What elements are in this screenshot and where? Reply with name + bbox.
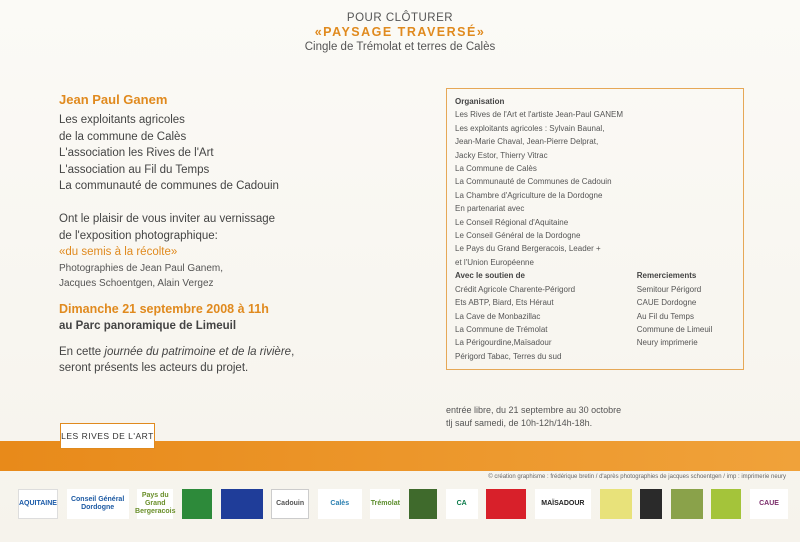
organisation-line: La Communauté de Communes de Cadouin	[455, 177, 612, 187]
limeuil-logo	[409, 489, 437, 519]
organisation-line: Jean-Marie Chaval, Jean-Pierre Delprat,	[455, 137, 599, 147]
organisation-title: Organisation	[455, 97, 505, 106]
eu-flag-logo	[221, 489, 263, 519]
organisation-line: et l'Union Européenne	[455, 257, 534, 267]
organisation-line: La Commune de Calès	[455, 164, 537, 174]
event-date: Dimanche 21 septembre 2008 à 11h	[59, 301, 269, 316]
pays-bergeracois-logo: Pays du Grand Bergeracois	[137, 489, 173, 519]
caue-logo: CAUE	[750, 489, 788, 519]
note-line: seront présents les acteurs du projet.	[59, 362, 249, 375]
cadouin-logo: Cadouin	[271, 489, 309, 519]
thanks-column	[637, 269, 735, 363]
note-line: En cette journée du patrimoine et de la rivière,	[59, 345, 295, 358]
aquitaine-logo: AQUITAINE	[18, 489, 58, 519]
thanks-line: CAUE Dordogne	[636, 298, 697, 308]
support-line: Périgord Tabac, Terres du sud	[455, 351, 562, 361]
host-line: Les exploitants agricoles	[59, 114, 185, 126]
organisation-line: En partenariat avec	[455, 204, 525, 214]
photographers-line: Photographies de Jean Paul Ganem,	[59, 262, 223, 274]
entry-line: entrée libre, du 21 septembre au 30 octobre	[446, 405, 622, 415]
credits-line: © création graphisme : frédérique bretin / d'après photographies de jacques schoentgen / imp : imprimerie neury	[488, 474, 786, 480]
expo-title: «du semis à la récolte»	[59, 246, 178, 259]
leader-logo	[182, 489, 212, 519]
rives-de-l-art-logo: LES RIVES DE L'ART	[60, 423, 155, 449]
support-columns	[455, 269, 735, 363]
organisation-line: Les exploitants agricoles : Sylvain Baunal,	[455, 123, 605, 133]
host-line: L'association les Rives de l'Art	[59, 147, 214, 160]
header-line1: POUR CLÔTURER	[346, 12, 454, 24]
organisation-line: Le Pays du Grand Bergeracois, Leader +	[455, 244, 601, 254]
tremolat-logo: Trémolat	[370, 489, 400, 519]
invite-line: Ont le plaisir de vous inviter au vernissage	[59, 212, 276, 225]
organisation-line: Le Conseil Régional d'Aquitaine	[455, 217, 569, 227]
event-place: au Parc panoramique de Limeuil	[59, 319, 237, 332]
conseil-general-logo: Conseil Général Dordogne	[67, 489, 129, 519]
host-line: La communauté de communes de Cadouin	[59, 180, 279, 193]
invite-line: de l'exposition photographique:	[59, 229, 218, 242]
organisation-line: Les Rives de l'Art et l'artiste Jean-Paul GANEM	[455, 110, 624, 120]
support-line: Crédit Agricole Charente-Périgord	[455, 284, 576, 294]
support-line: La Cave de Monbazillac	[455, 311, 541, 321]
cales-logo: Calès	[318, 489, 362, 519]
note-italic: journée du patrimoine et de la rivière	[104, 345, 292, 358]
support-line: La Commune de Trémolat	[455, 324, 548, 334]
organisation-line: Le Conseil Général de la Dordogne	[455, 231, 581, 241]
invitation-text	[59, 91, 429, 377]
thanks-line: Neury imprimerie	[636, 338, 698, 348]
opening-hours	[446, 404, 621, 430]
photographers-line: Jacques Schoentgen, Alain Vergez	[59, 277, 214, 289]
entry-line: tlj sauf samedi, de 10h-12h/14h-18h.	[446, 418, 593, 428]
organisation-line: La Chambre d'Agriculture de la Dordogne	[455, 190, 603, 200]
organisation-box	[446, 88, 744, 370]
partner-logos	[18, 484, 788, 524]
host-line: de la commune de Calès	[59, 130, 187, 143]
support-title: Avec le soutien de	[455, 271, 525, 281]
terres-du-sud-logo	[600, 489, 632, 519]
artist-name: Jean Paul Ganem	[59, 92, 168, 107]
support-line: Ets ABTP, Biard, Ets Héraut	[455, 298, 554, 308]
thanks-title: Remerciements	[636, 271, 697, 281]
support-line: La Périgourdine,Maïsadour	[455, 338, 552, 348]
credit-agricole-logo: CA	[446, 489, 478, 519]
abtp-logo	[640, 489, 662, 519]
perigourdine-logo	[486, 489, 526, 519]
header-subtitle: Cingle de Trémolat et terres de Calès	[304, 41, 496, 53]
organisation-line: Jacky Estor, Thierry Vitrac	[455, 150, 548, 160]
organisation-list	[455, 108, 735, 269]
host-line: L'association au Fil du Temps	[59, 163, 210, 176]
thanks-line: Au Fil du Temps	[636, 311, 694, 321]
thanks-line: Commune de Limeuil	[636, 324, 713, 334]
terres-logo	[711, 489, 741, 519]
chambre-agriculture-logo	[671, 489, 703, 519]
header-title: «PAYSAGE TRAVERSÉ»	[314, 25, 486, 39]
support-column	[455, 269, 637, 363]
maisadour-logo: MAÏSADOUR	[535, 489, 591, 519]
thanks-line: Semitour Périgord	[636, 284, 702, 294]
